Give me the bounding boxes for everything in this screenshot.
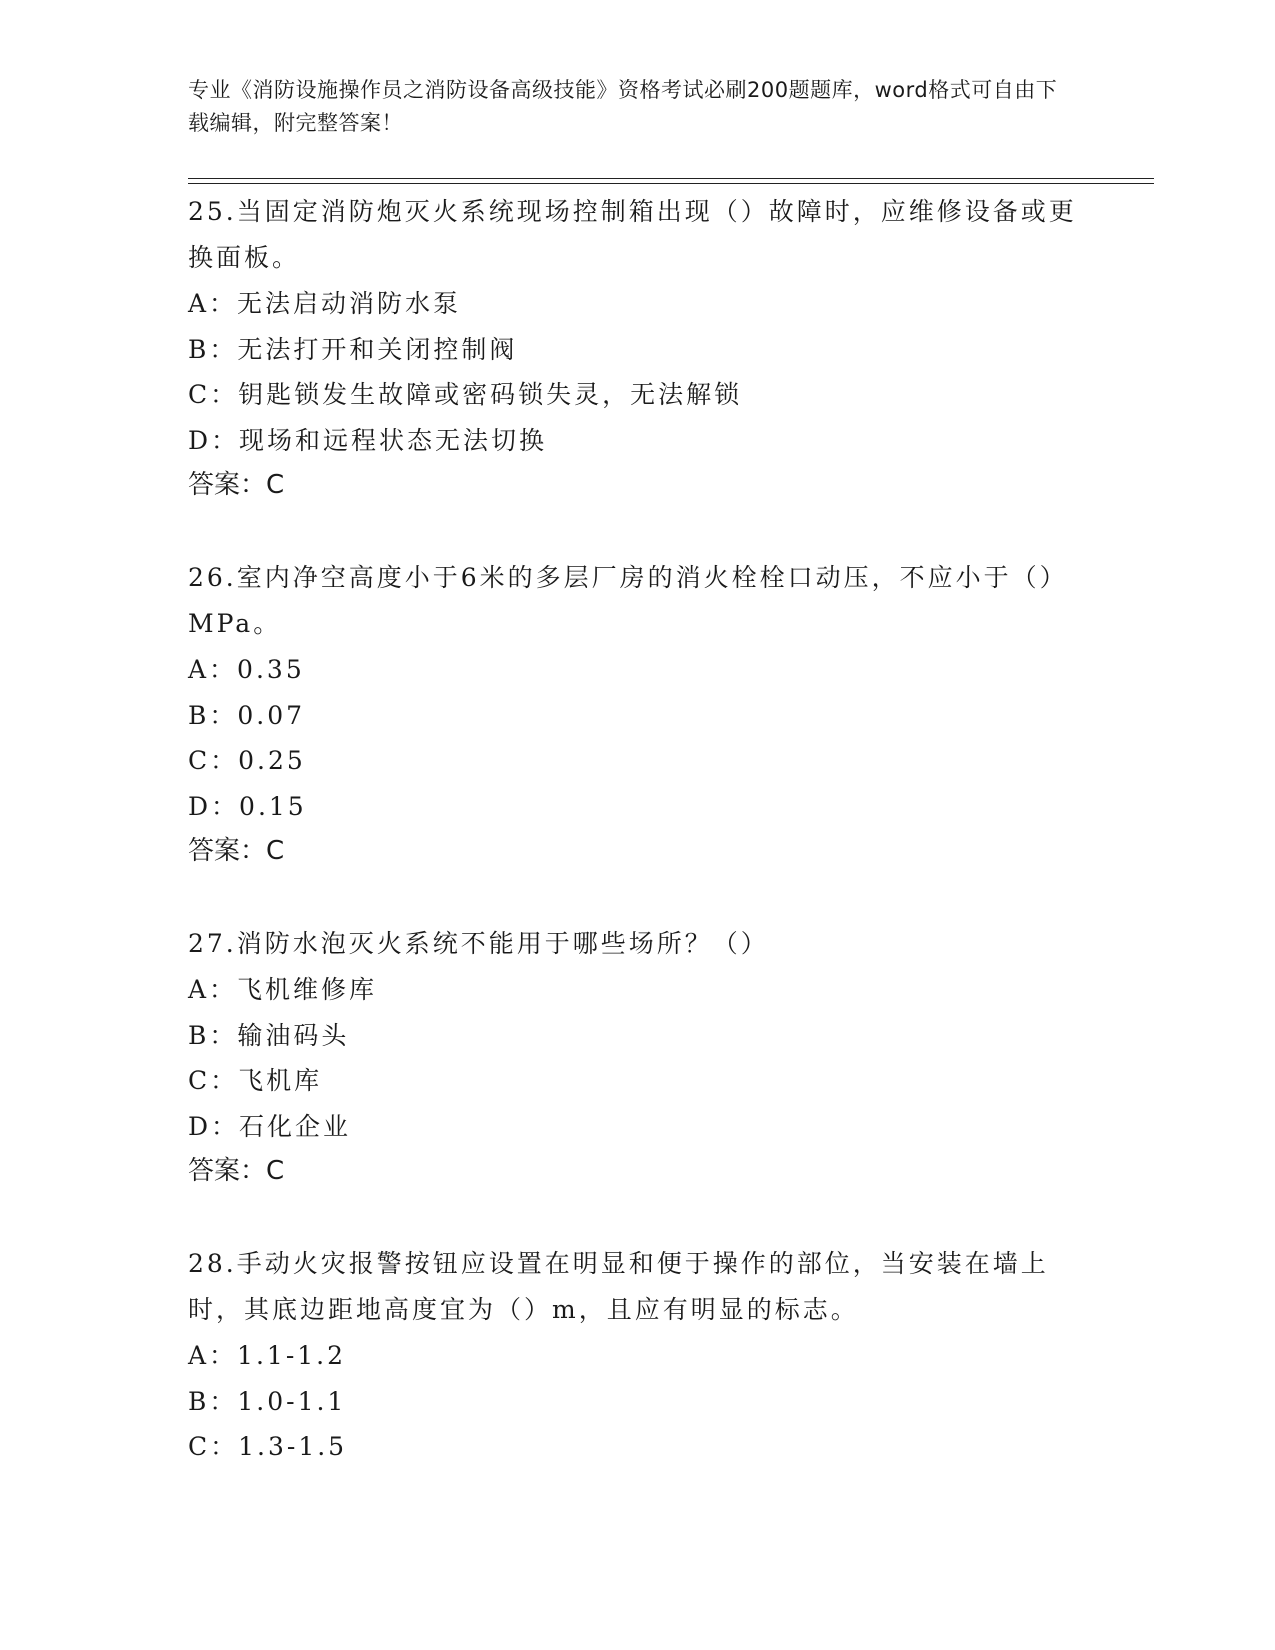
question-spacer <box>188 874 1088 921</box>
option-b: B：输油码头 <box>188 1020 350 1050</box>
question-25 <box>188 189 1088 508</box>
option-b: B：无法打开和关闭控制阀 <box>188 334 518 364</box>
question-26 <box>188 555 1088 874</box>
option-d: D：0.15 <box>188 791 307 821</box>
question-title: 26.室内净空高度小于6米的多层厂房的消火栓栓口动压，不应小于（）MPa。 <box>188 563 1068 638</box>
option-b: B：0.07 <box>188 700 306 730</box>
question-spacer <box>188 1194 1088 1241</box>
question-answer: 答案：C <box>188 470 285 500</box>
header-divider-bottom <box>188 183 1154 184</box>
option-a: A：无法启动消防水泵 <box>188 289 462 318</box>
option-c: C：飞机库 <box>188 1066 323 1095</box>
option-c: C：钥匙锁发生故障或密码锁失灵，无法解锁 <box>188 380 743 409</box>
question-title: 27.消防水泡灭火系统不能用于哪些场所？（） <box>188 929 769 958</box>
option-c: C：1.3-1.5 <box>188 1432 348 1461</box>
option-d: D：石化企业 <box>188 1111 352 1141</box>
question-28 <box>188 1241 1088 1470</box>
option-b: B：1.0-1.1 <box>188 1386 347 1416</box>
question-title: 28.手动火灾报警按钮应设置在明显和便于操作的部位，当安装在墙上时，其底边距地高度宜为（）m，且应有明显的标志。 <box>188 1249 1049 1324</box>
question-27 <box>188 921 1088 1194</box>
option-c: C：0.25 <box>188 746 306 775</box>
option-d: D：现场和远程状态无法切换 <box>188 425 548 455</box>
header-divider-top <box>188 178 1154 179</box>
question-list <box>188 189 1088 1470</box>
option-a: A：飞机维修库 <box>188 975 378 1004</box>
option-a: A：0.35 <box>188 655 305 684</box>
question-spacer <box>188 508 1088 555</box>
option-a: A：1.1-1.2 <box>188 1341 347 1370</box>
question-answer: 答案：C <box>188 1156 285 1186</box>
question-title: 25.当固定消防炮灭火系统现场控制箱出现（）故障时，应维修设备或更换面板。 <box>188 197 1077 272</box>
question-answer: 答案：C <box>188 836 285 866</box>
document-header: 专业《消防设施操作员之消防设备高级技能》资格考试必刷200题题库，word格式可自由下载编辑，附完整答案！ <box>188 78 1058 135</box>
